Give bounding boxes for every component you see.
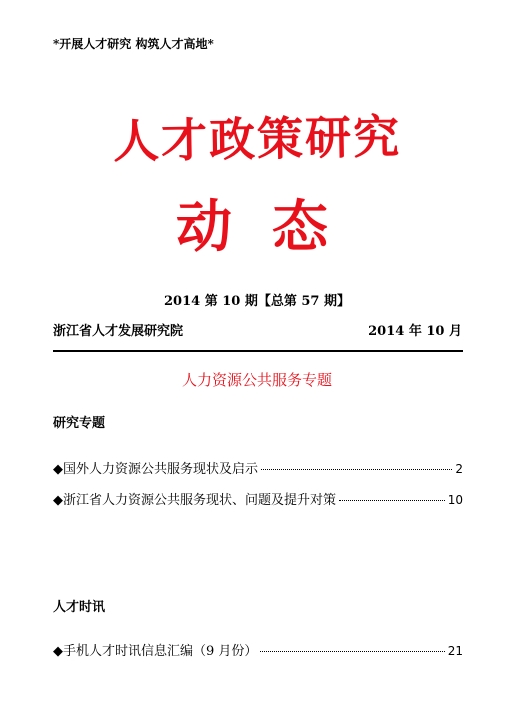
toc-entry[interactable] — [53, 458, 463, 477]
toc-leader — [261, 469, 452, 470]
organization-name: 浙江省人才发展研究院 — [53, 324, 184, 339]
toc-entry-title: ◆手机人才时讯信息汇编（9 月份） — [53, 644, 258, 659]
toc-entry-title: ◆浙江省人力资源公共服务现状、问题及提升对策 — [53, 493, 336, 508]
section-heading-research: 研究专题 — [53, 416, 106, 431]
toc-entry-page: 10 — [447, 493, 463, 507]
publication-date: 2014 年 10 月 — [368, 324, 462, 339]
issue-number: 2014 第 10 期【总第 57 期】 — [164, 294, 350, 309]
publication-title: 人才政策研究 — [112, 109, 402, 169]
toc-entry-title: ◆国外人力资源公共服务现状及启示 — [53, 462, 258, 477]
toc-entry[interactable] — [53, 489, 463, 508]
topic-title: 人力资源公共服务专题 — [181, 371, 332, 389]
publication-subtitle: 动态 — [176, 195, 368, 260]
toc-entry-page: 21 — [447, 644, 463, 658]
toc-entry[interactable] — [53, 640, 463, 659]
toc-leader — [339, 500, 445, 501]
toc-entry-page: 2 — [455, 462, 463, 476]
section-heading-news: 人才时讯 — [53, 600, 106, 615]
toc-leader — [260, 651, 444, 652]
divider — [53, 350, 463, 352]
slogan: *开展人才研究 构筑人才高地* — [53, 37, 214, 51]
